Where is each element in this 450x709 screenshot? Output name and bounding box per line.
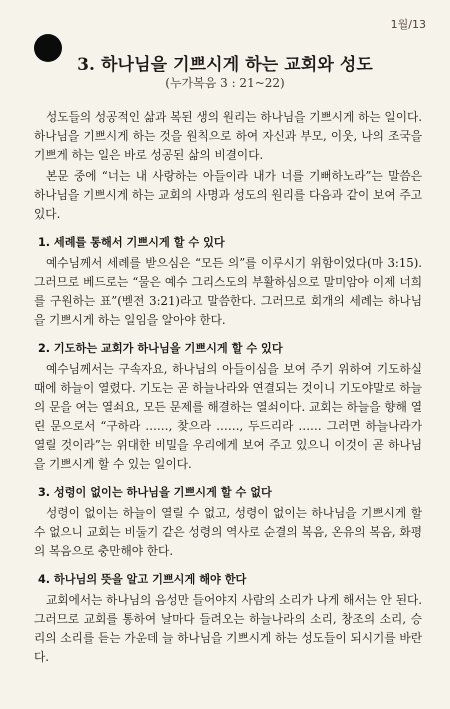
section-4: [34, 571, 422, 667]
intro-paragraph-1: 성도들의 성공적인 삶과 복된 생의 원리는 하나님을 기쁘시게 하는 일이다. 하나님을 기쁘시게 하는 것을 원칙으로 하여 자신과 부모, 이웃, 나의 조국을 기쁘게 하는 일은 바로 성공된 삶의 비결이다.: [34, 110, 422, 162]
section-body-4: 교회에서는 하나님의 음성만 들어야지 사람의 소리가 나게 해서는 안 된다. 그러므로 교회를 통하여 날마다 들려오는 하늘나라의 소리, 창조의 소리, 승리의 소리를 듣는 가운데 늘 하나님을 기쁘시게 하는 성도들이 되시기를 바란다.: [34, 593, 422, 664]
section-3: [34, 484, 422, 561]
section-body-1: 예수님께서 세례를 받으심은 “모든 의”를 이루시기 위함이었다(마 3:15). 그러므로 베드로는 “물은 예수 그리스도의 부활하심으로 말미암아 이제 너희를 구원하는 표”(벧전 3:21)라고 말씀한다. 그러므로 회개의 세례는 하나님을 기쁘시게 하는 일임을 알아야 한다.: [34, 256, 422, 327]
section-heading-2: 2. 기도하는 교회가 하나님을 기쁘시게 할 수 있다: [38, 342, 283, 355]
section-heading-1: 1. 세례를 통해서 기쁘시게 할 수 있다: [38, 236, 225, 249]
section-body-2: 예수님께서는 구속자요, 하나님의 아들이심을 보여 주기 위하여 기도하실 때에 하늘이 열렸다. 기도는 곧 하늘나라와 연결되는 것이니 기도야말로 하늘의 문을 여는 열쇠요, 모든 문제를 해결하는 열쇠이다. 교회는 하늘을 향해 열린 문으로서 “구하라 ……, 찾으라 ……, 두드리라 …… 그러면 하늘나라가 열릴 것이라”는 위대한 비밀을 우리에게 보여 주고 있으니 이것이 곧 하나님을 기쁘시게 할 수 있는 일이다.: [34, 362, 422, 471]
section-heading-3: 3. 성령이 없이는 하나님을 기쁘시게 할 수 없다: [38, 486, 272, 499]
scripture-reference: (누가복음 3 : 21~22): [165, 76, 285, 90]
intro-paragraph-2: 본문 중에 “너는 내 사랑하는 아들이라 내가 너를 기뻐하노라”는 말씀은 하나님을 기쁘시게 하는 교회의 사명과 성도의 원리를 다음과 같이 보여 주고 있다.: [34, 169, 422, 221]
page-number: 1월/13: [390, 18, 426, 31]
section-2: [34, 340, 422, 474]
main-content: [34, 108, 422, 667]
section-body-3: 성령이 없이는 하늘이 열릴 수 없고, 성령이 없이는 하나님을 기쁘시게 할 수 없으니 교회는 비둘기 같은 성령의 역사로 순결의 복음, 온유의 복음, 화평의 복음으로 충만해야 한다.: [34, 506, 422, 558]
section-heading-4: 4. 하나님의 뜻을 알고 기쁘시게 해야 한다: [38, 573, 247, 586]
section-1: [34, 234, 422, 330]
page-title: 3. 하나님을 기쁘시게 하는 교회와 성도: [77, 55, 373, 75]
